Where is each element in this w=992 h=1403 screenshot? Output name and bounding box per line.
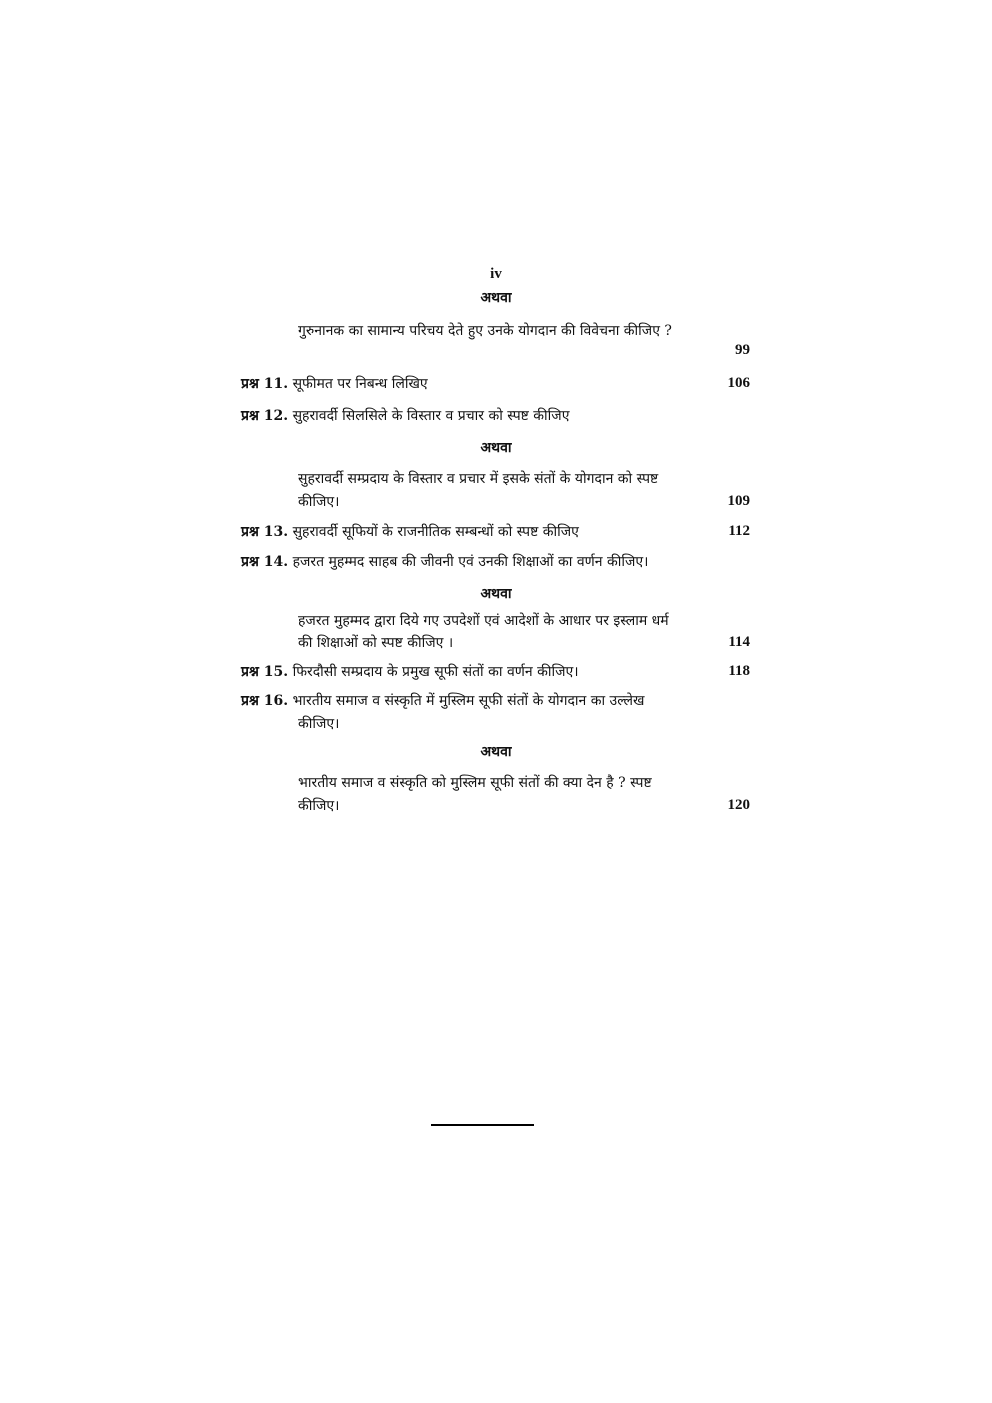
- question-text: सूफीमत पर निबन्ध लिखिए: [292, 376, 428, 392]
- toc-question-11: [241, 375, 428, 393]
- toc-question-14: [241, 553, 648, 571]
- toc-question-15: [241, 663, 579, 681]
- alt-text-line: कीजिए।: [298, 494, 340, 510]
- alt-text-line: सुहरावर्दी सम्प्रदाय के विस्तार व प्रचार में इसके संतों के योगदान को स्पष्ट: [298, 471, 659, 487]
- alt-heading: अथवा: [480, 744, 512, 760]
- question-label: प्रश्न 15.: [241, 664, 289, 680]
- question-text-continuation: कीजिए।: [298, 716, 340, 732]
- question-label: प्रश्न 13.: [241, 524, 289, 540]
- page-number: 99: [735, 342, 750, 358]
- toc-question-12: [241, 407, 569, 425]
- question-label: प्रश्न 11.: [241, 376, 289, 392]
- page-number: 112: [728, 523, 750, 539]
- alt-text-line: हजरत मुहम्मद द्वारा दिये गए उपदेशों एवं आदेशों के आधार पर इस्लाम धर्म: [298, 613, 669, 629]
- alt-text-line: कीजिए।: [298, 798, 340, 814]
- question-text: भारतीय समाज व संस्कृति में मुस्लिम सूफी संतों के योगदान का उल्लेख: [292, 693, 645, 709]
- question-label: प्रश्न 12.: [241, 408, 289, 424]
- alt-text-line: गुरुनानक का सामान्य परिचय देते हुए उनके योगदान की विवेचना कीजिए ?: [298, 323, 672, 339]
- question-text: सुहरावर्दी सूफियों के राजनीतिक सम्बन्धों को स्पष्ट कीजिए: [292, 524, 579, 540]
- alt-heading: अथवा: [480, 290, 512, 306]
- page-folio: iv: [490, 266, 502, 282]
- question-label: प्रश्न 14.: [241, 554, 289, 570]
- question-text: फिरदौसी सम्प्रदाय के प्रमुख सूफी संतों का वर्णन कीजिए।: [292, 664, 579, 680]
- page-number: 120: [727, 797, 750, 813]
- page-number: 109: [727, 493, 750, 509]
- question-text: हजरत मुहम्मद साहब की जीवनी एवं उनकी शिक्षाओं का वर्णन कीजिए।: [292, 554, 649, 570]
- page-number: 118: [728, 663, 750, 679]
- alt-text-line: की शिक्षाओं को स्पष्ट कीजिए ।: [298, 635, 454, 651]
- toc-question-13: [241, 523, 579, 541]
- alt-text-line: भारतीय समाज व संस्कृति को मुस्लिम सूफी संतों की क्या देन है ? स्पष्ट: [298, 775, 652, 791]
- question-text: सुहरावर्दी सिलसिले के विस्तार व प्रचार को स्पष्ट कीजिए: [292, 408, 570, 424]
- alt-heading: अथवा: [480, 586, 512, 602]
- toc-question-16: [241, 692, 645, 710]
- question-label: प्रश्न 16.: [241, 693, 289, 709]
- end-rule-divider: [431, 1124, 534, 1126]
- page-number: 114: [728, 634, 750, 650]
- alt-heading: अथवा: [480, 440, 512, 456]
- page-number: 106: [727, 375, 750, 391]
